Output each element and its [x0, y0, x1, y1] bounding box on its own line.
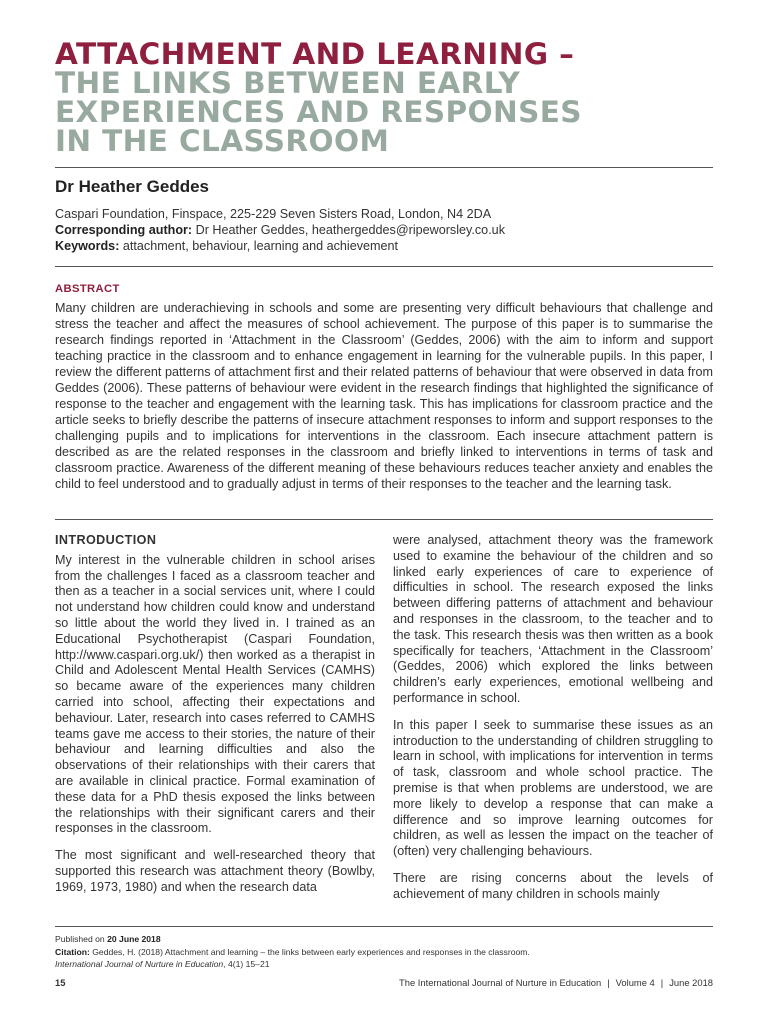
- volume: Volume 4: [615, 977, 655, 988]
- published-label: Published on: [55, 934, 108, 944]
- abstract-heading: ABSTRACT: [55, 283, 120, 295]
- intro-paragraph-2: The most significant and well-researched theory that supported this research was attachment theory (Bowlby, 1969, 1973, 1980) and when the research data: [55, 848, 375, 894]
- journal-issue: , 4(1) 15–21: [223, 959, 270, 969]
- title-line-2: THE LINKS BETWEEN EARLY: [55, 66, 521, 100]
- keywords-label: Keywords:: [55, 239, 120, 253]
- corresponding-value: Dr Heather Geddes, heathergeddes@ripeworsley.co.uk: [192, 223, 505, 237]
- abstract-text: Many children are underachieving in schools and some are presenting very difficult behaviours that challenge and stress the teacher and affect the measures of school achievement. The purpose of this paper is to summarise the research findings reported in ‘Attachment in the Classroom’ (Geddes, 2006) with the aim to inform and support teaching practice in the classroom and to enhance engagement in learning for the vulnerable pupils. In this paper, I review the different patterns of attachment first and their related patterns of behaviour that were observed in data from Geddes (2006). These patterns of behaviour were evident in the research findings that highlighted the significance of response to the teacher and engagement with the learning task. This has implications for classroom practice and the article seeks to briefly describe the patterns of insecure attachment responses to inform and support responses to the challenging pupils and to implications for interventions in the classroom. Each insecure attachment pattern is described as are the related responses in the classroom and briefly linked to interventions in terms of task and classroom practice. Awareness of the different meaning of these behaviours reduces teacher anxiety and enables the child to feel understood and to gradually adjust in terms of their responses to the teacher and the learning task.: [55, 301, 713, 491]
- citation-line: [55, 946, 713, 959]
- journal-title: International Journal of Nurture in Education: [55, 959, 224, 969]
- citation-label: Citation:: [55, 946, 90, 957]
- issue-date: June 2018: [669, 977, 713, 988]
- right-paragraph-3: There are rising concerns about the levels of achievement of many children in schools mainly: [393, 870, 713, 901]
- left-column: [55, 533, 375, 907]
- title-divider: [55, 167, 713, 168]
- running-footer: The International Journal of Nurture in Education | Volume 4 | June 2018: [399, 977, 713, 988]
- intro-paragraph-1: My interest in the vulnerable children in school arises from the challenges I faced as a classroom teacher and then as a teacher in a social services unit, where I could not understand how children could know and understand so little about the world they lived in. I trained as an Educational Psychotherapist (Caspari Foundation, http://www.caspari.org.uk/) then worked as a therapist in Child and Adolescent Mental Health Services (CAMHS) so became aware of the experiences many children carried into school, affecting their expectations and behaviour. Later, research into cases referred to CAMHS teams gave me access to their stories, the nature of their behaviour and learning difficulties and also the observations of their relationships with their carers that are available in clinical practice. Formal examination of these data for a PhD thesis exposed the links between the relationships with their significant carers and their responses in the classroom.: [55, 552, 375, 836]
- right-paragraph-2: In this paper I seek to summarise these issues as an introduction to the understanding of children struggling to learn in school, with implications for intervention in terms of task, classroom and whole school practice. The premise is that when problems are understood, we are more likely to develop a response that can make a difference and so improve learning outcomes for children, as well as lessen the impact on the teacher of (often) very challenging behaviours.: [393, 717, 713, 859]
- page-footer: [55, 977, 713, 993]
- published-date: 20 June 2018: [107, 934, 161, 944]
- right-paragraph-1: were analysed, attachment theory was the framework used to examine the behaviour of the children and so linked early experiences of care to experience of difficulties in school. The research exposed the links between differing patterns of attachment and behaviour and responses in the classroom, to the teacher and to the task. This research thesis was then written as a book specifically for teachers, ‘Attachment in the Classroom’ (Geddes, 2006) which explored the links between children’s early experiences, emotional wellbeing and performance in school.: [393, 533, 713, 705]
- keywords-value: attachment, behaviour, learning and achievement: [119, 239, 399, 253]
- article-header: [55, 37, 713, 901]
- corresponding-label: Corresponding author:: [55, 223, 193, 237]
- title-line-4: IN THE CLASSROOM: [55, 124, 390, 158]
- published-line: [55, 933, 713, 946]
- abstract-divider: [55, 519, 713, 520]
- page-number: 15: [55, 977, 66, 988]
- author-name: Dr Heather Geddes: [55, 177, 209, 196]
- citation-footer: [55, 926, 713, 971]
- title-line-1: ATTACHMENT AND LEARNING –: [55, 37, 575, 71]
- title-line-3: EXPERIENCES AND RESPONSES: [55, 95, 582, 129]
- introduction-heading: INTRODUCTION: [55, 533, 157, 547]
- abstract-section: [55, 282, 713, 492]
- affiliation: Caspari Foundation, Finspace, 225-229 Seven Sisters Road, London, N4 2DA: [55, 207, 492, 221]
- right-column: [393, 533, 713, 914]
- journal-name: The International Journal of Nurture in Education: [399, 977, 602, 988]
- corresponding-author: [55, 222, 713, 238]
- meta-divider: [55, 266, 713, 267]
- citation-text: Geddes, H. (2018) Attachment and learning – the links between early experiences and responses in the classroom.: [89, 946, 530, 957]
- author-meta: [55, 206, 713, 254]
- journal-line: [55, 958, 713, 971]
- keywords: [55, 238, 713, 254]
- footer-divider: [55, 926, 713, 927]
- article-title: [55, 37, 713, 158]
